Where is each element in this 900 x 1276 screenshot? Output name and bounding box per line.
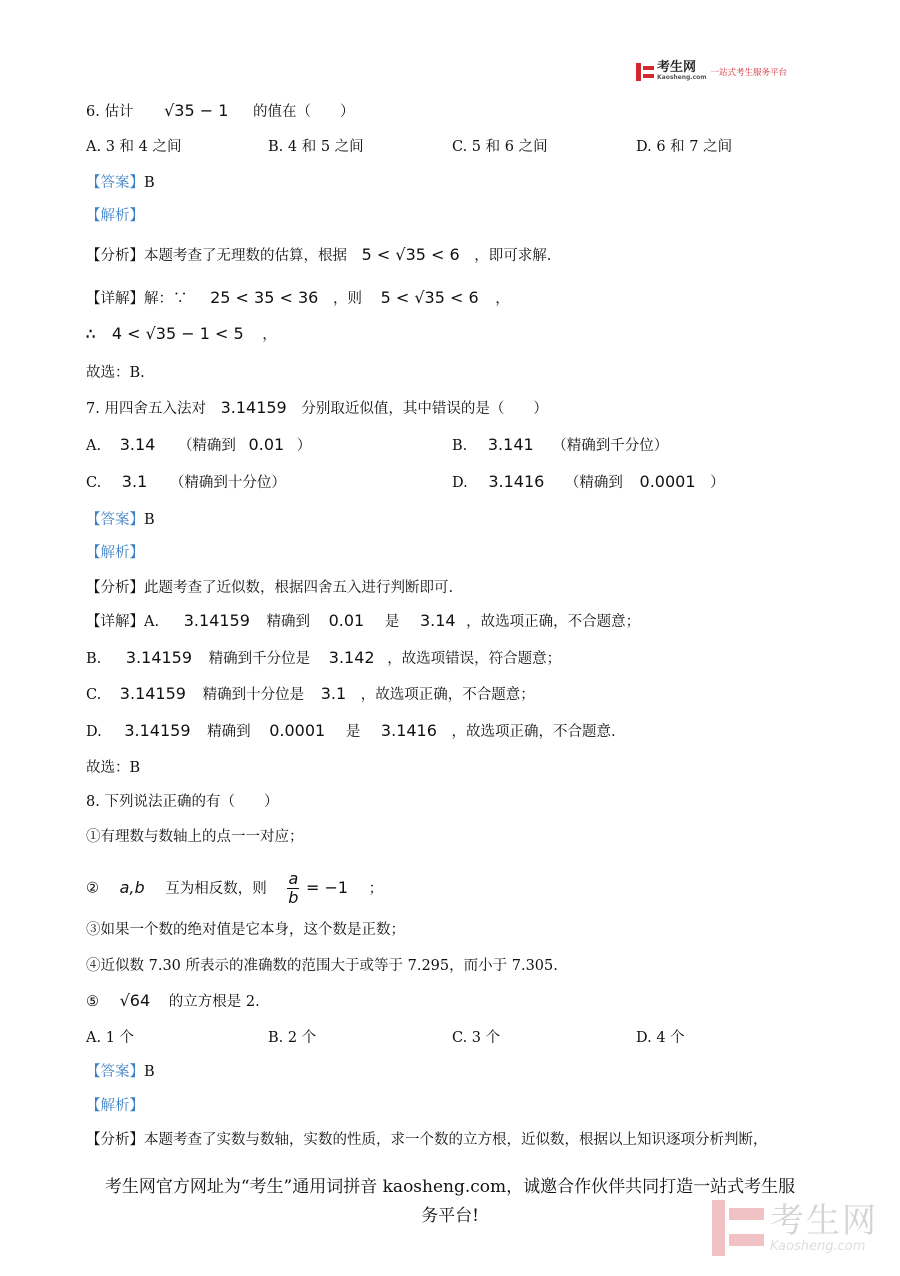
q7-fenxi: 【分析】此题考查了近似数，根据四舍五入进行判断即可. — [86, 580, 454, 596]
q6-conclusion: 故选：B. — [86, 365, 145, 381]
q6-therefore: ∴ 4 < √35 − 1 < 5 ， — [86, 324, 277, 343]
watermark-domain: Kaosheng.com — [770, 1239, 866, 1254]
footer-line-1: 考生网官方网址为“考生”通用词拼音 kaosheng.com，诚邀合作伙伴共同打造一站式考生服 — [104, 1177, 796, 1197]
q8-item-3: ③如果一个数的绝对值是它本身，这个数是正数； — [86, 922, 405, 938]
q8-option-a: A. 1 个 — [86, 1030, 135, 1046]
header-slogan: 一站式考生服务平台 — [710, 67, 788, 78]
q8-answer: 【答案】B — [86, 1064, 155, 1080]
q6-stem: 6. 估计 √35 − 1 的值在（ ） — [86, 101, 355, 120]
logo-domain: Kaosheng.com — [657, 74, 707, 81]
q7-detail-d: D. 3.14159 精确到 0.0001 是 3.1416 ，故选项正确，不合题意. — [86, 721, 616, 740]
q8-option-b: B. 2 个 — [268, 1030, 317, 1046]
watermark-logo-icon — [712, 1200, 764, 1256]
q6-option-d: D. 6 和 7 之间 — [636, 139, 733, 155]
q7-detail-a: 【详解】A. 3.14159 精确到 0.01 是 3.14 ，故选项正确，不合题意； — [86, 611, 641, 630]
q7-option-d: D. 3.1416 （精确到 0.0001 ） — [452, 472, 725, 491]
q8-item-4: ④近似数 7.30 所表示的准确数的范围大于或等于 7.295，而小于 7.305. — [86, 958, 558, 974]
q8-fenxi: 【分析】本题考查了实数与数轴，实数的性质，求一个数的立方根，近似数，根据以上知识逐项分析判断， — [86, 1132, 768, 1148]
q8-option-d: D. 4 个 — [636, 1030, 685, 1046]
footer-line-2: 务平台! — [421, 1206, 479, 1226]
q7-stem: 7. 用四舍五入法对 3.14159 分别取近似值，其中错误的是（ ） — [86, 398, 548, 417]
q7-option-a: A. 3.14 （精确到 0.01 ） — [86, 435, 312, 454]
q6-option-c: C. 5 和 6 之间 — [452, 139, 548, 155]
q6-option-b: B. 4 和 5 之间 — [268, 139, 364, 155]
q8-option-c: C. 3 个 — [452, 1030, 501, 1046]
watermark — [712, 1200, 878, 1256]
q7-option-b: B. 3.141 （精确到千分位） — [452, 435, 669, 454]
fraction-a-over-b: $\frac{a}{b}$ — [288, 869, 299, 907]
q6-detail: 【详解】解：∵ 25 < 35 < 36 ，则 5 < √35 < 6 ， — [86, 288, 510, 307]
q7-option-c: C. 3.1 （精确到十分位） — [86, 472, 286, 491]
q6-option-a: A. 3 和 4 之间 — [86, 139, 182, 155]
q6-answer: 【答案】B — [86, 175, 155, 191]
header-logo — [636, 62, 787, 81]
q7-detail-b: B. 3.14159 精确到千分位是 3.142 ，故选项错误，符合题意； — [86, 648, 562, 667]
q6-stem-math: √35 − 1 — [164, 101, 229, 120]
q8-item-5: ⑤ √64 的立方根是 2. — [86, 991, 260, 1010]
q8-analysis-tag: 【解析】 — [86, 1098, 144, 1114]
q7-answer: 【答案】B — [86, 512, 155, 528]
q7-analysis-tag: 【解析】 — [86, 545, 144, 561]
q7-conclusion: 故选：B — [86, 760, 141, 776]
q8-item-2: ② a,b 互为相反数，则 $\frac{a}{b}$ = −1 ； — [86, 869, 384, 907]
logo-text: 考生网 Kaosheng.com — [657, 60, 707, 81]
logo-icon — [636, 63, 654, 81]
q8-item-1: ①有理数与数轴上的点一一对应； — [86, 829, 304, 845]
q6-analysis-tag: 【解析】 — [86, 208, 144, 224]
q6-fenxi: 【分析】本题考查了无理数的估算，根据 5 < √35 < 6 ，即可求解. — [86, 245, 552, 264]
q8-stem: 8. 下列说法正确的有（ ） — [86, 794, 279, 810]
watermark-name: 考生网 — [770, 1201, 878, 1241]
q7-detail-c: C. 3.14159 精确到十分位是 3.1 ，故选项正确，不合题意； — [86, 684, 535, 703]
